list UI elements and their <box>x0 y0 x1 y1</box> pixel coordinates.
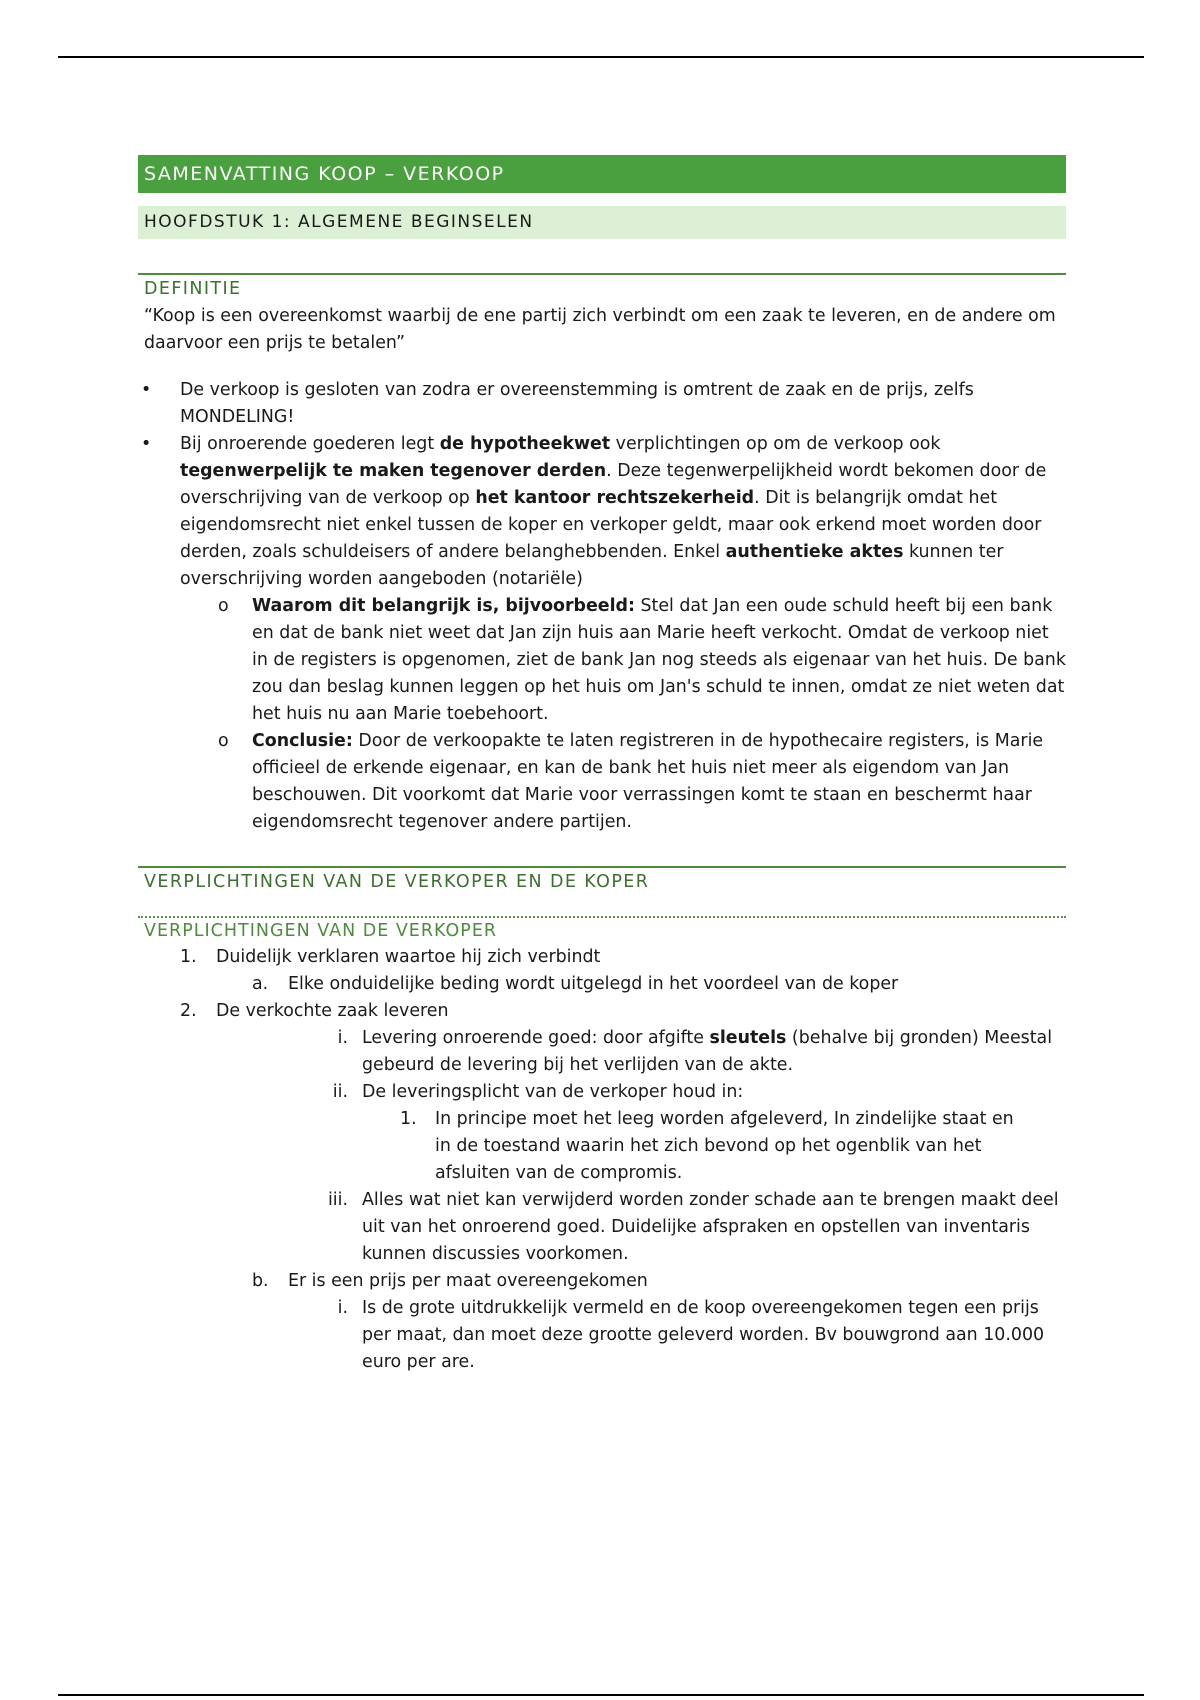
roman-marker: iii. <box>327 1190 348 1210</box>
numbered-item <box>138 998 1066 1025</box>
list-item-text: Er is een prijs per maat overeengekomen <box>288 1271 648 1291</box>
number-marker: 1. <box>180 947 197 967</box>
bold-run: de hypotheekwet <box>439 434 611 454</box>
list-item-text: Is de grote uitdrukkelijk vermeld en de koop overeengekomen tegen een prijs per maat, dan moet deze grootte geleverd worden. Bv bouwgrond aan 10.000 euro per are. <box>362 1298 1045 1372</box>
list-item-text: De verkochte zaak leveren <box>216 1001 449 1021</box>
section-heading-definitie: DEFINITIE <box>138 273 1066 301</box>
bold-run: het kantoor rechtszekerheid <box>475 488 755 508</box>
sub-bullet-marker: o <box>218 731 229 751</box>
document-body <box>138 155 1066 1376</box>
list-item-text: In principe moet het leeg worden afgeleverd, In zindelijke staat en in de toestand waarin het zich bevond op het ogenblik van het afsluiten van de compromis. <box>435 1109 1014 1183</box>
numbered-item <box>138 1106 1066 1187</box>
lettered-item <box>138 1268 1066 1295</box>
list-item <box>138 431 1066 593</box>
bullet-marker: • <box>141 380 152 400</box>
letter-marker: a. <box>252 974 269 994</box>
text-run: Bij onroerende goederen legt <box>180 434 440 454</box>
list-item-text: Duidelijk verklaren waartoe hij zich verbindt <box>216 947 601 967</box>
text-run: . Deze tegenwerpelijkheid wordt bekomen door de overschrijving van de verkoop op <box>180 461 1047 508</box>
text-run: . Dit is belangrijk omdat het eigendomsrecht niet enkel tussen de koper en verkoper geldt, maar ook erkend moet worden door derden, zoals schuldeisers of andere belanghebbenden. Enkel <box>180 488 1042 562</box>
number-marker: 2. <box>180 1001 197 1021</box>
text-run: (behalve bij gronden) Meestal gebeurd de levering bij het verlijden van de akte. <box>362 1028 1053 1075</box>
list-item <box>138 377 1066 431</box>
roman-marker: ii. <box>332 1082 348 1102</box>
roman-item <box>138 1187 1066 1268</box>
list-item-text: De leveringsplicht van de verkoper houd in: <box>362 1082 744 1102</box>
roman-item <box>138 1079 1066 1106</box>
numbered-item <box>138 944 1066 971</box>
list-item-text: Elke onduidelijke beding wordt uitgelegd in het voordeel van de koper <box>288 974 899 994</box>
section-heading-verplichtingen: VERPLICHTINGEN VAN DE VERKOPER EN DE KOPER <box>138 866 1066 894</box>
text-run: verplichtingen op om de verkoop ook <box>610 434 941 454</box>
document-title: SAMENVATTING KOOP – VERKOOP <box>138 155 1066 193</box>
sub-list-item <box>138 593 1066 728</box>
text-run: Door de verkoopakte te laten registreren in de hypothecaire registers, is Marie officieel de erkende eigenaar, en kan de bank het huis niet meer als eigendom van Jan beschouwen. Dit voorkomt dat Marie voor verrassingen komt te staan en beschermt haar eigendomsrecht tegenover andere partijen. <box>252 731 1044 832</box>
list-item-text: Alles wat niet kan verwijderd worden zonder schade aan te brengen maakt deel uit van het onroerend goed. Duidelijke afspraken en opstellen van inventaris kunnen discussies voorkomen. <box>362 1190 1059 1264</box>
bold-run: sleutels <box>709 1028 787 1048</box>
roman-item <box>138 1295 1066 1376</box>
bold-run: Conclusie: <box>252 731 353 751</box>
bullet-marker: • <box>141 434 152 454</box>
definition-quote: “Koop is een overeenkomst waarbij de ene partij zich verbindt om een zaak te leveren, en de andere om daarvoor een prijs te betalen” <box>144 306 1056 353</box>
number-marker: 1. <box>400 1109 417 1129</box>
letter-marker: b. <box>252 1271 269 1291</box>
chapter-heading: HOOFDSTUK 1: ALGEMENE BEGINSELEN <box>138 206 1066 239</box>
list-item-text: De verkoop is gesloten van zodra er overeenstemming is omtrent de zaak en de prijs, zelfs MONDELING! <box>180 380 974 427</box>
text-run: Levering onroerende goed: door afgifte <box>362 1028 710 1048</box>
bold-run: tegenwerpelijk te maken tegenover derden <box>180 461 607 481</box>
roman-marker: i. <box>337 1298 348 1318</box>
footer-rule <box>58 1694 1144 1696</box>
lettered-item <box>138 971 1066 998</box>
roman-item <box>138 1025 1066 1079</box>
bold-run: authentieke aktes <box>725 542 904 562</box>
bold-run: Waarom dit belangrijk is, bijvoorbeeld: <box>252 596 635 616</box>
roman-marker: i. <box>337 1028 348 1048</box>
sub-list-item <box>138 728 1066 836</box>
text-run: Stel dat Jan een oude schuld heeft bij een bank en dat de bank niet weet dat Jan zijn huis aan Marie heeft verkocht. Omdat de verkoop niet in de registers is opgenomen, ziet de bank Jan nog steeds als eigenaar van het huis. De bank zou dan beslag kunnen leggen op het huis om Jan's schuld te innen, omdat ze niet weten dat het huis nu aan Marie toebehoort. <box>252 596 1066 724</box>
subsection-heading-verkoper: VERPLICHTINGEN VAN DE VERKOPER <box>138 916 1066 944</box>
header-rule <box>58 56 1144 58</box>
sub-bullet-marker: o <box>218 596 229 616</box>
text-run: kunnen ter overschrijving worden aangeboden (notariële) <box>180 542 1004 589</box>
